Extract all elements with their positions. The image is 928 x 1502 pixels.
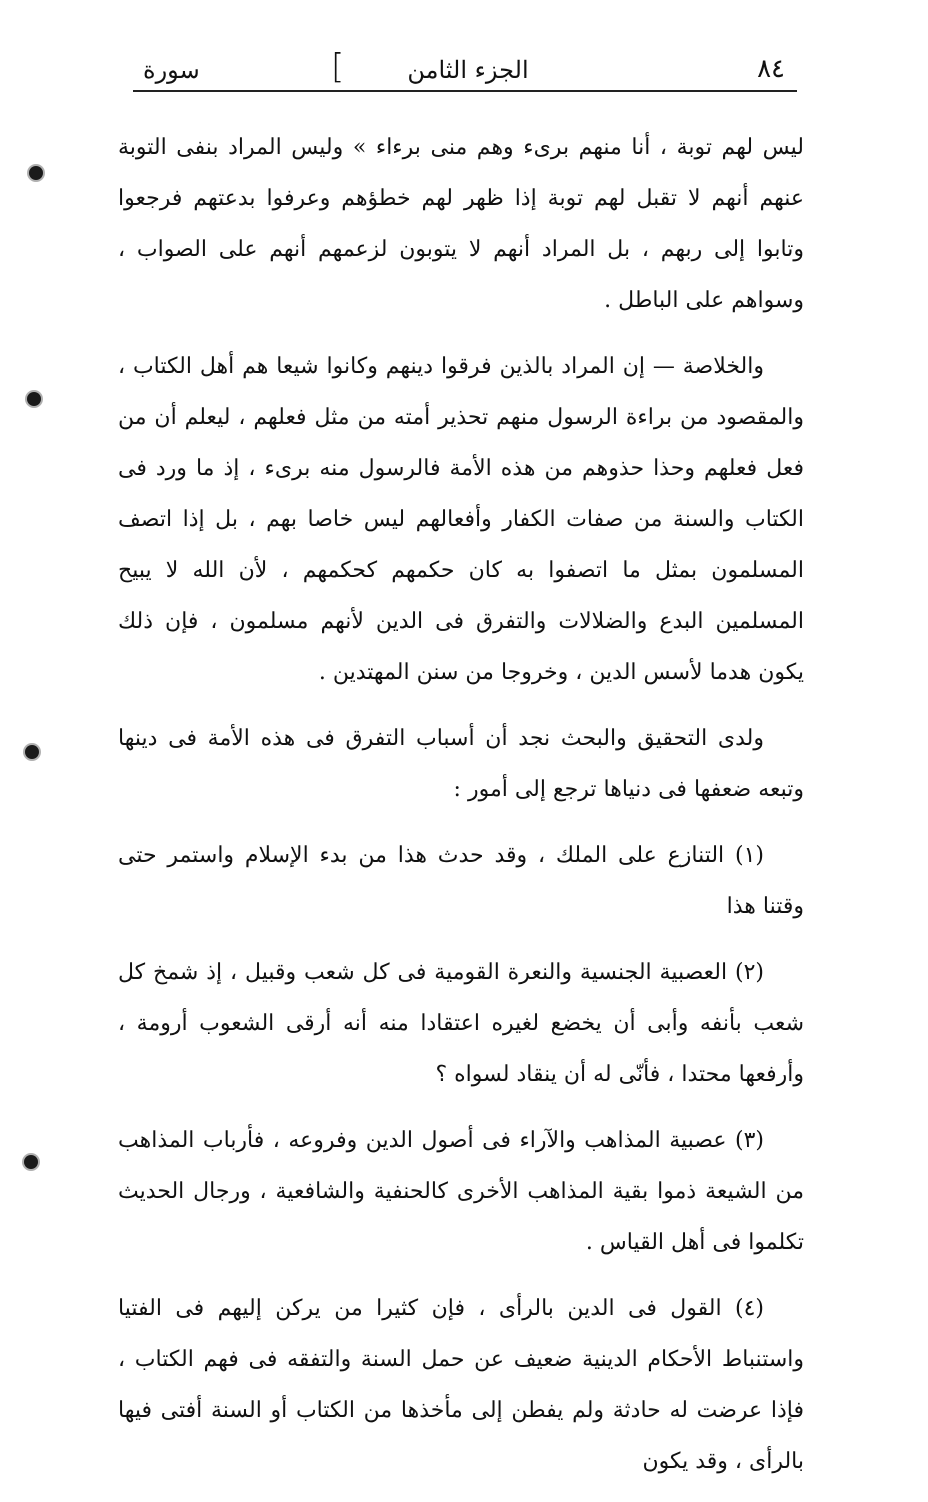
- page-number: ٨٤: [757, 54, 785, 84]
- list-item-3: (٣) عصبية المذاهب والآراء فى أصول الدين وفروعه ، فأرباب المذاهب من الشيعة ذموا بقية المذاهب الأخرى كالحنفية والشافعية ، ورجال الحديث تكلموا فى أهل القياس .: [118, 1128, 804, 1255]
- margin-marks: [0, 0, 70, 1307]
- margin-dot-mark: [27, 392, 41, 406]
- header-rule: [133, 90, 797, 92]
- margin-dot-mark: [24, 1155, 38, 1169]
- part-title: الجزء الثامن: [407, 56, 529, 84]
- paragraph-continuation: ليس لهم توبة ، أنا منهم برىء وهم منى برءاء » وليس المراد بنفى التوبة عنهم أنهم لا تقبل لهم توبة إذا ظهر لهم خطؤهم وعرفوا بدعتهم فرجعوا وتابوا إلى ربهم ، بل المراد أنهم لا يتوبون لزعمهم أنهم على الصواب ، وسواهم على الباطل .: [118, 135, 804, 313]
- page-header: [133, 48, 797, 92]
- body-text: [118, 122, 804, 1502]
- surah-label: سورة: [143, 56, 200, 84]
- list-item-2: (٢) العصبية الجنسية والنعرة القومية فى كل شعب وقبيل ، إذ شمخ كل شعب بأنفه وأبى أن يخضع لغيره اعتقادا منه أنه أرقى الشعوب أرومة ، وأرفعها محتدا ، فأنّى له أن ينقاد لسواه ؟: [118, 960, 804, 1087]
- paragraph-summary: والخلاصة — إن المراد بالذين فرقوا دينهم وكانوا شيعا هم أهل الكتاب ، والمقصود من براءة الرسول منهم تحذير أمته من مثل فعلهم ، ليعلم أن من فعل فعلهم وحذا حذوهم من هذه الأمة فالرسول منه برىء ، إذ ما ورد فى الكتاب والسنة من صفات الكفار وأفعالهم ليس خاصا بهم ، بل إذا اتصف المسلمون بمثل ما اتصفوا به كان حكمهم كحكمهم ، لأن الله لا يبيح المسلمين البدع والضلالات والتفرق فى الدين لأنهم مسلمون ، فإن ذلك يكون هدما لأسس الدين ، وخروجا من سنن المهتدين .: [118, 354, 804, 685]
- margin-dot-mark: [25, 745, 39, 759]
- bracket-mark: [: [331, 47, 345, 87]
- margin-dot-mark: [29, 166, 43, 180]
- list-item-1: (١) التنازع على الملك ، وقد حدث هذا من بدء الإسلام واستمر حتى وقتنا هذا: [118, 843, 804, 919]
- paragraph-causes-intro: ولدى التحقيق والبحث نجد أن أسباب التفرق فى هذه الأمة فى دينها وتبعه ضعفها فى دنياها ترجع إلى أمور :: [118, 726, 804, 802]
- list-item-4: (٤) القول فى الدين بالرأى ، فإن كثيرا من يركن إليهم فى الفتيا واستنباط الأحكام الدينية ضعيف عن حمل السنة والتفقه فى فهم الكتاب ، فإذا عرضت له حادثة ولم يفطن إلى مأخذها من الكتاب أو السنة أفتى فيها بالرأى ، وقد يكون: [118, 1296, 804, 1474]
